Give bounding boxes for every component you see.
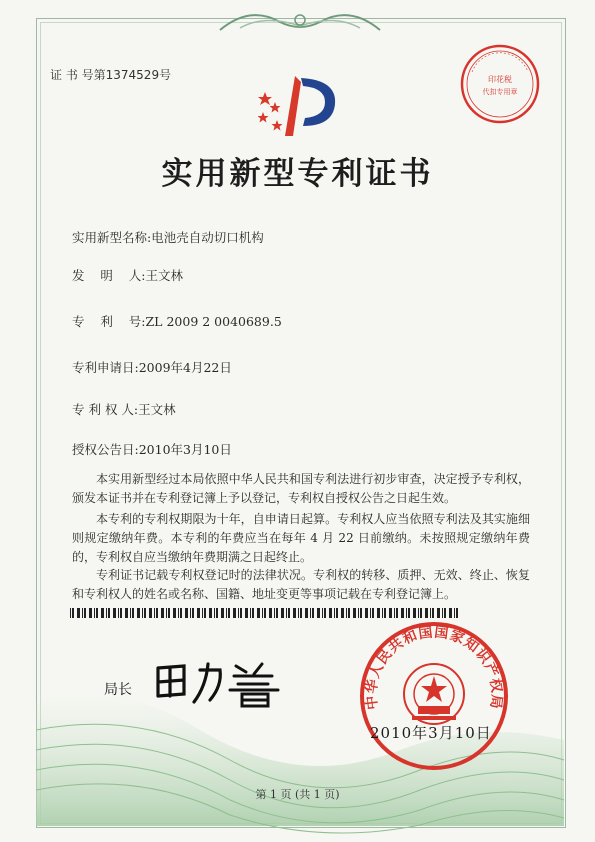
seal-arc-text: 中华人民共和国国家知识产权局 — [363, 624, 505, 711]
barcode-bar — [226, 608, 227, 618]
barcode — [70, 608, 460, 618]
barcode-bar — [84, 608, 86, 618]
field-label: 发 明 人: — [72, 268, 146, 283]
barcode-bar — [120, 608, 122, 618]
director-label: 局长 — [104, 682, 132, 698]
barcode-bar — [300, 608, 302, 618]
field-value: 2010年3月10日 — [138, 442, 232, 457]
svg-text:代扣专用章: 代扣专用章 — [482, 88, 518, 96]
barcode-bar — [346, 608, 347, 618]
barcode-bar — [413, 608, 416, 618]
barcode-bar — [442, 608, 443, 618]
barcode-bar — [154, 608, 155, 618]
barcode-bar — [180, 608, 182, 618]
tax-stamp-seal — [458, 42, 542, 126]
barcode-bar — [161, 608, 164, 618]
barcode-bar — [130, 608, 131, 618]
barcode-bar — [214, 608, 215, 618]
field-value: 电池壳自动切口机构 — [151, 230, 264, 245]
barcode-bar — [293, 608, 296, 618]
barcode-bar — [118, 608, 119, 618]
barcode-bar — [149, 608, 152, 618]
barcode-bar — [257, 608, 260, 618]
barcode-bar — [370, 608, 371, 618]
barcode-bar — [262, 608, 263, 618]
barcode-bar — [142, 608, 143, 618]
barcode-bar — [454, 608, 455, 618]
barcode-bar — [250, 608, 251, 618]
barcode-bar — [394, 608, 395, 618]
barcode-bar — [269, 608, 272, 618]
field-grant-date — [72, 440, 232, 458]
svg-text:中华人民共和国国家知识产权局 — [363, 624, 506, 711]
barcode-bar — [384, 608, 386, 618]
barcode-bar — [245, 608, 248, 618]
barcode-bar — [89, 608, 92, 618]
barcode-bar — [425, 608, 428, 618]
barcode-bar — [408, 608, 410, 618]
field-value: ZL 2009 2 0040689.5 — [145, 314, 282, 329]
barcode-bar — [396, 608, 398, 618]
barcode-bar — [365, 608, 368, 618]
barcode-bar — [108, 608, 110, 618]
barcode-bar — [204, 608, 206, 618]
barcode-bar — [202, 608, 203, 618]
barcode-bar — [233, 608, 236, 618]
barcode-bar — [132, 608, 134, 618]
barcode-bar — [358, 608, 359, 618]
barcode-bar — [185, 608, 188, 618]
barcode-bar — [298, 608, 299, 618]
svg-text:印花税: 印花税 — [488, 75, 512, 84]
barcode-bar — [430, 608, 431, 618]
barcode-bar — [221, 608, 224, 618]
barcode-bar — [168, 608, 170, 618]
barcode-bar — [166, 608, 167, 618]
barcode-bar — [341, 608, 344, 618]
barcode-bar — [360, 608, 362, 618]
barcode-bar — [96, 608, 98, 618]
barcode-bar — [281, 608, 284, 618]
paragraph-legal-status: 专利证书记载专利权登记时的法律状况。专利权的转移、质押、无效、终止、恢复和专利权人的姓名或名称、国籍、地址变更等事项记载在专利登记簿上。 — [72, 568, 530, 601]
top-ornament — [210, 0, 390, 40]
barcode-bar — [113, 608, 116, 618]
field-label: 专 利 号: — [72, 314, 146, 329]
barcode-bar — [216, 608, 218, 618]
field-value: 2009年4月22日 — [138, 360, 232, 375]
barcode-bar — [156, 608, 158, 618]
field-utility-model-name — [72, 228, 264, 246]
barcode-bar — [70, 608, 71, 618]
field-label: 实用新型名称: — [72, 230, 152, 245]
barcode-bar — [192, 608, 194, 618]
barcode-bar — [336, 608, 338, 618]
barcode-bar — [444, 608, 446, 618]
barcode-bar — [82, 608, 83, 618]
field-value: 王文林 — [145, 268, 184, 283]
certificate-title: 实用新型专利证书 — [161, 156, 434, 192]
paragraph-term: 本专利的专利权期限为十年，自申请日起算。专利权人应当依照专利法及其实施细则规定缴纳年费。本专利的年费应当在每年 4 月 22 日前缴纳。未按照规定缴纳年费的，专利权自应当缴纳年费期满之日起终止。 — [72, 512, 530, 564]
barcode-bar — [286, 608, 287, 618]
barcode-bar — [456, 608, 458, 618]
field-patent-number — [72, 312, 282, 330]
barcode-bar — [372, 608, 374, 618]
barcode-bar — [228, 608, 230, 618]
barcode-bar — [137, 608, 140, 618]
barcode-bar — [322, 608, 323, 618]
barcode-bar — [101, 608, 104, 618]
barcode-bar — [264, 608, 266, 618]
barcode-bar — [190, 608, 191, 618]
field-patentee — [72, 400, 176, 418]
state-ip-office-seal — [358, 620, 510, 772]
barcode-bar — [377, 608, 380, 618]
barcode-bar — [348, 608, 350, 618]
barcode-bar — [240, 608, 242, 618]
barcode-bar — [209, 608, 212, 618]
barcode-bar — [144, 608, 146, 618]
barcode-bar — [252, 608, 254, 618]
barcode-bar — [305, 608, 308, 618]
field-value: 王文林 — [138, 402, 176, 417]
barcode-bar — [420, 608, 422, 618]
barcode-bar — [317, 608, 320, 618]
field-label: 专 利 权 人: — [72, 402, 139, 417]
barcode-bar — [324, 608, 326, 618]
barcode-bar — [382, 608, 383, 618]
barcode-bar — [334, 608, 335, 618]
barcode-bar — [329, 608, 332, 618]
field-label: 授权公告日: — [72, 442, 139, 457]
barcode-bar — [178, 608, 179, 618]
barcode-bar — [432, 608, 434, 618]
director-signature — [150, 656, 290, 708]
paragraph-grant: 本实用新型经过本局依照中华人民共和国专利法进行初步审查，决定授予专利权，颁发本证书并在专利登记簿上予以登记，专利权自授权公告之日起生效。 — [72, 472, 530, 505]
barcode-bar — [312, 608, 314, 618]
field-label: 专利申请日: — [72, 360, 139, 375]
barcode-bar — [401, 608, 404, 618]
barcode-bar — [437, 608, 440, 618]
barcode-bar — [310, 608, 311, 618]
seal-date: 2010年3月10日 — [370, 724, 492, 742]
patent-office-logo — [255, 70, 345, 142]
barcode-bar — [173, 608, 176, 618]
barcode-bar — [288, 608, 290, 618]
barcode-bar — [72, 608, 74, 618]
barcode-bar — [238, 608, 239, 618]
barcode-bar — [389, 608, 392, 618]
page-number: 第 1 页 (共 1 页) — [255, 788, 340, 801]
barcode-bar — [276, 608, 278, 618]
barcode-bar — [418, 608, 419, 618]
barcode-bar — [94, 608, 95, 618]
barcode-bar — [449, 608, 452, 618]
field-application-date — [72, 358, 232, 376]
barcode-bar — [406, 608, 407, 618]
field-inventor — [72, 266, 183, 284]
barcode-bar — [197, 608, 200, 618]
barcode-bar — [274, 608, 275, 618]
barcode-bar — [125, 608, 128, 618]
barcode-bar — [353, 608, 356, 618]
barcode-bar — [106, 608, 107, 618]
certificate-number: 证 书 号第1374529号 — [50, 68, 172, 82]
barcode-bar — [77, 608, 80, 618]
